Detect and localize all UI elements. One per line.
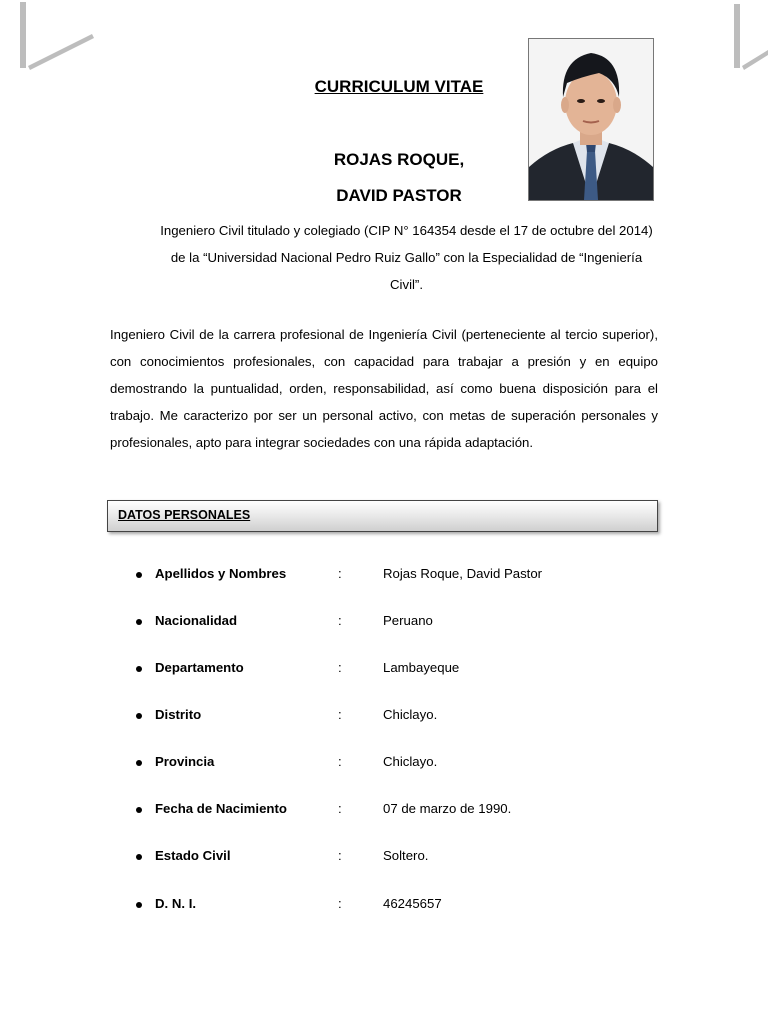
field-separator: :	[338, 754, 342, 769]
list-item	[136, 566, 656, 586]
list-item	[136, 896, 656, 916]
bullet-icon	[136, 572, 142, 578]
bullet-icon	[136, 713, 142, 719]
name-line-surname: ROJAS ROQUE,	[333, 150, 465, 169]
field-separator: :	[338, 613, 342, 628]
corner-bracket-icon	[14, 0, 104, 80]
section-header-personal-data	[107, 500, 658, 532]
field-separator: :	[338, 566, 342, 581]
list-item	[136, 707, 656, 727]
field-label: Estado Civil	[155, 848, 231, 863]
list-item	[136, 848, 656, 868]
field-separator: :	[338, 707, 342, 722]
list-item	[136, 801, 656, 821]
field-value: Peruano	[383, 613, 433, 628]
degree-description: Ingeniero Civil titulado y colegiado (CIP N° 164354 desde el 17 de octubre del 2014) de la “Universidad Nacional Pedro Ruiz Gallo” con la Especialidad de “Ingeniería Civil”.	[160, 223, 653, 292]
field-value: Rojas Roque, David Pastor	[383, 566, 543, 581]
profile-summary: Ingeniero Civil de la carrera profesional de Ingeniería Civil (perteneciente al tercio superior), con conocimientos profesionales, con capacidad para trabajar a presión y en equipo demostrando la puntualidad, orden, responsabilidad, así como buena disposición para el trabajo. Me caracterizo por ser un personal activo, con metas de superación personales y profesionales, apto para integrar sociedades con una rápida adaptación.	[110, 327, 658, 450]
person-portrait-icon	[529, 39, 653, 200]
section-title: DATOS PERSONALES	[118, 508, 251, 522]
field-separator: :	[338, 801, 342, 816]
list-item	[136, 660, 656, 680]
field-value: Lambayeque	[383, 660, 460, 675]
field-separator: :	[338, 848, 342, 863]
bullet-icon	[136, 854, 142, 860]
field-value: Chiclayo.	[383, 754, 438, 769]
field-label: Fecha de Nacimiento	[155, 801, 287, 816]
document-title: CURRICULUM VITAE	[314, 77, 484, 96]
field-separator: :	[338, 896, 342, 911]
field-label: Provincia	[155, 754, 215, 769]
field-separator: :	[338, 660, 342, 675]
field-label: Apellidos y Nombres	[155, 566, 287, 581]
field-label: Nacionalidad	[155, 613, 238, 628]
field-value: Chiclayo.	[383, 707, 438, 722]
field-value: 46245657	[383, 896, 442, 911]
field-label: D. N. I.	[155, 896, 197, 911]
bullet-icon	[136, 619, 142, 625]
profile-photo	[528, 38, 654, 201]
bullet-icon	[136, 760, 142, 766]
name-line-given: DAVID PASTOR	[336, 186, 462, 205]
list-item	[136, 613, 656, 633]
bullet-icon	[136, 807, 142, 813]
field-value: Soltero.	[383, 848, 429, 863]
bullet-icon	[136, 902, 142, 908]
field-label: Departamento	[155, 660, 244, 675]
bullet-icon	[136, 666, 142, 672]
corner-bracket-icon	[728, 0, 768, 80]
list-item	[136, 754, 656, 774]
field-value: 07 de marzo de 1990.	[383, 801, 512, 816]
field-label: Distrito	[155, 707, 202, 722]
